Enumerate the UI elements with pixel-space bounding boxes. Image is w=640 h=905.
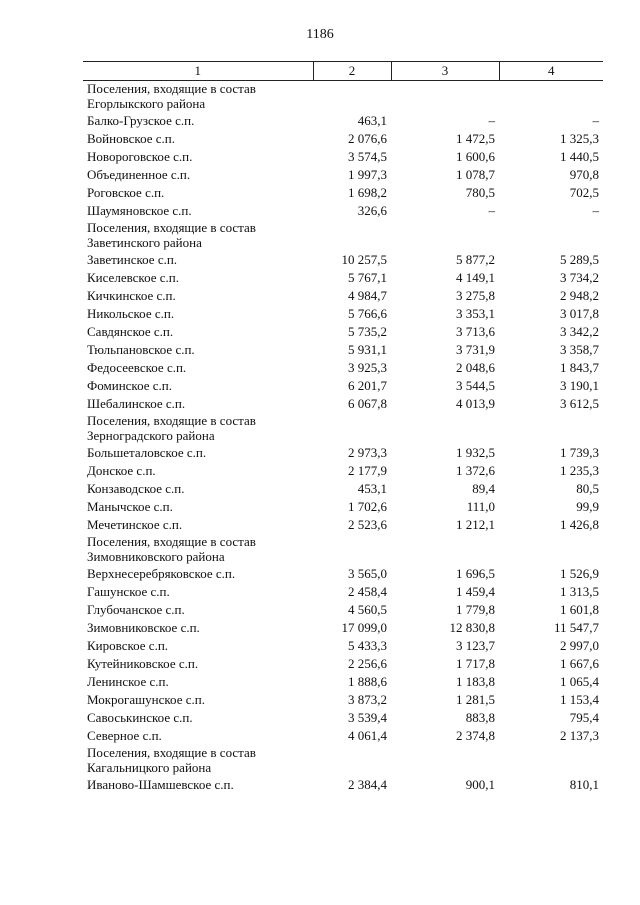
empty-cell xyxy=(391,413,499,444)
settlement-name: Шебалинское с.п. xyxy=(87,396,186,411)
value-col-4: 795,4 xyxy=(569,710,599,725)
table-row xyxy=(83,776,603,794)
value-col-2: 5 767,1 xyxy=(348,270,387,285)
table-row xyxy=(83,480,603,498)
empty-cell xyxy=(499,534,603,565)
value-col-3: 1 212,1 xyxy=(456,517,495,532)
empty-cell xyxy=(391,81,499,113)
table-header xyxy=(83,62,603,81)
settlement-name: Конзаводское с.п. xyxy=(87,481,185,496)
table-row xyxy=(83,444,603,462)
table-row xyxy=(83,727,603,745)
settlement-name: Войновское с.п. xyxy=(87,131,175,146)
settlement-name: Киселевское с.п. xyxy=(87,270,179,285)
value-col-3: 3 353,1 xyxy=(456,306,495,321)
value-col-3: 1 696,5 xyxy=(456,566,495,581)
empty-cell xyxy=(499,413,603,444)
value-col-4: 1 843,7 xyxy=(560,360,599,375)
value-col-3: 2 048,6 xyxy=(456,360,495,375)
group-heading-row xyxy=(83,413,603,444)
empty-cell xyxy=(391,220,499,251)
column-header-4: 4 xyxy=(499,62,603,81)
value-col-3: 1 078,7 xyxy=(456,167,495,182)
value-col-3: 4 149,1 xyxy=(456,270,495,285)
table-row xyxy=(83,655,603,673)
value-col-2: 2 458,4 xyxy=(348,584,387,599)
value-col-2: 4 560,5 xyxy=(348,602,387,617)
value-col-4: 2 137,3 xyxy=(560,728,599,743)
table-row xyxy=(83,269,603,287)
value-col-3: 3 731,9 xyxy=(456,342,495,357)
value-col-4: – xyxy=(592,203,599,218)
table-row xyxy=(83,202,603,220)
empty-cell xyxy=(391,534,499,565)
value-col-3: 1 459,4 xyxy=(456,584,495,599)
value-col-4: 3 734,2 xyxy=(560,270,599,285)
value-col-2: 3 565,0 xyxy=(348,566,387,581)
table-row xyxy=(83,305,603,323)
settlement-name: Кировское с.п. xyxy=(87,638,169,653)
settlement-name: Иваново-Шамшевское с.п. xyxy=(87,777,234,792)
settlement-name: Никольское с.п. xyxy=(87,306,175,321)
value-col-4: 3 017,8 xyxy=(560,306,599,321)
empty-cell xyxy=(391,745,499,776)
value-col-4: 11 547,7 xyxy=(553,620,599,635)
value-col-2: 5 433,3 xyxy=(348,638,387,653)
value-col-4: – xyxy=(592,113,599,128)
value-col-4: 1 235,3 xyxy=(560,463,599,478)
table-row xyxy=(83,516,603,534)
table-row xyxy=(83,709,603,727)
value-col-4: 1 153,4 xyxy=(560,692,599,707)
value-col-4: 3 358,7 xyxy=(560,342,599,357)
value-col-2: 17 099,0 xyxy=(341,620,387,635)
value-col-2: 2 076,6 xyxy=(348,131,387,146)
value-col-2: 3 574,5 xyxy=(348,149,387,164)
value-col-2: 2 256,6 xyxy=(348,656,387,671)
value-col-2: 463,1 xyxy=(357,113,387,128)
settlement-name: Кичкинское с.п. xyxy=(87,288,176,303)
value-col-2: 5 931,1 xyxy=(348,342,387,357)
value-col-3: 89,4 xyxy=(472,481,495,496)
value-col-2: 3 539,4 xyxy=(348,710,387,725)
group-heading-row xyxy=(83,745,603,776)
value-col-4: 1 325,3 xyxy=(560,131,599,146)
table-row xyxy=(83,359,603,377)
settlement-name: Фоминское с.п. xyxy=(87,378,172,393)
table-body xyxy=(83,81,603,795)
settlement-name: Донское с.п. xyxy=(87,463,156,478)
value-col-3: 1 183,8 xyxy=(456,674,495,689)
table-row xyxy=(83,166,603,184)
value-col-3: 1 472,5 xyxy=(456,131,495,146)
settlement-name: Ленинское с.п. xyxy=(87,674,169,689)
value-col-4: 3 190,1 xyxy=(560,378,599,393)
table-row xyxy=(83,565,603,583)
table-row xyxy=(83,184,603,202)
empty-cell xyxy=(313,81,391,113)
settlement-name: Заветинское с.п. xyxy=(87,252,178,267)
table-row xyxy=(83,323,603,341)
value-col-3: 1 717,8 xyxy=(456,656,495,671)
value-col-2: 3 873,2 xyxy=(348,692,387,707)
value-col-4: 1 426,8 xyxy=(560,517,599,532)
settlement-name: Балко-Грузское с.п. xyxy=(87,113,195,128)
group-heading-row xyxy=(83,534,603,565)
group-heading: Поселения, входящие в состав Егорлыкского района xyxy=(87,81,256,111)
table-row xyxy=(83,673,603,691)
value-col-3: 900,1 xyxy=(465,777,495,792)
table-row xyxy=(83,462,603,480)
settlement-name: Гашунское с.п. xyxy=(87,584,170,599)
table-row xyxy=(83,583,603,601)
table-row xyxy=(83,251,603,269)
value-col-2: 453,1 xyxy=(357,481,387,496)
table-row xyxy=(83,619,603,637)
value-col-4: 1 065,4 xyxy=(560,674,599,689)
value-col-3: – xyxy=(488,203,495,218)
table-row xyxy=(83,130,603,148)
value-col-3: 12 830,8 xyxy=(449,620,495,635)
settlement-name: Манычское с.п. xyxy=(87,499,173,514)
settlement-name: Роговское с.п. xyxy=(87,185,165,200)
value-col-2: 4 061,4 xyxy=(348,728,387,743)
value-col-4: 2 948,2 xyxy=(560,288,599,303)
value-col-3: 111,0 xyxy=(466,499,495,514)
value-col-4: 970,8 xyxy=(569,167,599,182)
value-col-4: 1 739,3 xyxy=(560,445,599,460)
empty-cell xyxy=(313,534,391,565)
empty-cell xyxy=(313,745,391,776)
table-row xyxy=(83,148,603,166)
settlement-name: Северное с.п. xyxy=(87,728,162,743)
value-col-3: 1 281,5 xyxy=(456,692,495,707)
value-col-3: 2 374,8 xyxy=(456,728,495,743)
settlement-name: Глубочанское с.п. xyxy=(87,602,185,617)
table-row xyxy=(83,601,603,619)
settlement-name: Зимовниковское с.п. xyxy=(87,620,200,635)
value-col-3: 883,8 xyxy=(465,710,495,725)
value-col-3: 780,5 xyxy=(465,185,495,200)
settlement-name: Савоськинское с.п. xyxy=(87,710,193,725)
page-number: 1186 xyxy=(306,27,334,42)
group-heading-row xyxy=(83,81,603,113)
value-col-4: 80,5 xyxy=(576,481,599,496)
value-col-2: 2 973,3 xyxy=(348,445,387,460)
settlement-name: Федосеевское с.п. xyxy=(87,360,187,375)
value-col-4: 810,1 xyxy=(569,777,599,792)
table-row xyxy=(83,287,603,305)
value-col-4: 1 601,8 xyxy=(560,602,599,617)
value-col-4: 1 440,5 xyxy=(560,149,599,164)
value-col-2: 6 201,7 xyxy=(348,378,387,393)
settlement-name: Шаумяновское с.п. xyxy=(87,203,192,218)
value-col-2: 6 067,8 xyxy=(348,396,387,411)
value-col-2: 10 257,5 xyxy=(341,252,387,267)
value-col-2: 2 177,9 xyxy=(348,463,387,478)
value-col-4: 3 612,5 xyxy=(560,396,599,411)
value-col-2: 1 698,2 xyxy=(348,185,387,200)
empty-cell xyxy=(499,745,603,776)
value-col-2: 3 925,3 xyxy=(348,360,387,375)
value-col-2: 2 384,4 xyxy=(348,777,387,792)
value-col-4: 2 997,0 xyxy=(560,638,599,653)
value-col-4: 99,9 xyxy=(576,499,599,514)
empty-cell xyxy=(313,413,391,444)
group-heading: Поселения, входящие в состав Зерноградского района xyxy=(87,413,256,443)
value-col-4: 702,5 xyxy=(569,185,599,200)
value-col-4: 1 313,5 xyxy=(560,584,599,599)
group-heading: Поселения, входящие в состав Кагальницкого района xyxy=(87,745,256,775)
value-col-3: 1 372,6 xyxy=(456,463,495,478)
value-col-3: 3 275,8 xyxy=(456,288,495,303)
table-row xyxy=(83,377,603,395)
value-col-2: 326,6 xyxy=(357,203,387,218)
table-row xyxy=(83,498,603,516)
value-col-3: 3 544,5 xyxy=(456,378,495,393)
value-col-3: 5 877,2 xyxy=(456,252,495,267)
value-col-3: 1 600,6 xyxy=(456,149,495,164)
value-col-4: 1 667,6 xyxy=(560,656,599,671)
settlement-name: Савдянское с.п. xyxy=(87,324,174,339)
column-header-2: 2 xyxy=(313,62,391,81)
table-row xyxy=(83,691,603,709)
value-col-3: 1 779,8 xyxy=(456,602,495,617)
settlement-name: Верхнесеребряковское с.п. xyxy=(87,566,236,581)
table-row xyxy=(83,637,603,655)
settlement-name: Тюльпановское с.п. xyxy=(87,342,195,357)
settlements-budget-table xyxy=(83,61,603,794)
value-col-4: 5 289,5 xyxy=(560,252,599,267)
settlement-name: Мечетинское с.п. xyxy=(87,517,183,532)
group-heading: Поселения, входящие в состав Зимовниковского района xyxy=(87,534,256,564)
value-col-2: 1 997,3 xyxy=(348,167,387,182)
group-heading: Поселения, входящие в состав Заветинского района xyxy=(87,220,256,250)
value-col-2: 5 766,6 xyxy=(348,306,387,321)
settlement-name: Мокрогашунское с.п. xyxy=(87,692,205,707)
value-col-2: 4 984,7 xyxy=(348,288,387,303)
value-col-3: – xyxy=(488,113,495,128)
value-col-2: 2 523,6 xyxy=(348,517,387,532)
empty-cell xyxy=(499,220,603,251)
settlement-name: Объединенное с.п. xyxy=(87,167,191,182)
empty-cell xyxy=(313,220,391,251)
group-heading-row xyxy=(83,220,603,251)
table-row xyxy=(83,112,603,130)
empty-cell xyxy=(499,81,603,113)
value-col-2: 1 888,6 xyxy=(348,674,387,689)
value-col-3: 3 123,7 xyxy=(456,638,495,653)
settlement-name: Новороговское с.п. xyxy=(87,149,193,164)
value-col-4: 1 526,9 xyxy=(560,566,599,581)
column-header-1: 1 xyxy=(83,62,313,81)
settlement-name: Кутейниковское с.п. xyxy=(87,656,199,671)
settlement-name: Большеталовское с.п. xyxy=(87,445,207,460)
value-col-3: 4 013,9 xyxy=(456,396,495,411)
value-col-2: 1 702,6 xyxy=(348,499,387,514)
column-header-3: 3 xyxy=(391,62,499,81)
table-row xyxy=(83,395,603,413)
value-col-3: 1 932,5 xyxy=(456,445,495,460)
value-col-4: 3 342,2 xyxy=(560,324,599,339)
table-row xyxy=(83,341,603,359)
header-row xyxy=(83,62,603,81)
value-col-2: 5 735,2 xyxy=(348,324,387,339)
value-col-3: 3 713,6 xyxy=(456,324,495,339)
